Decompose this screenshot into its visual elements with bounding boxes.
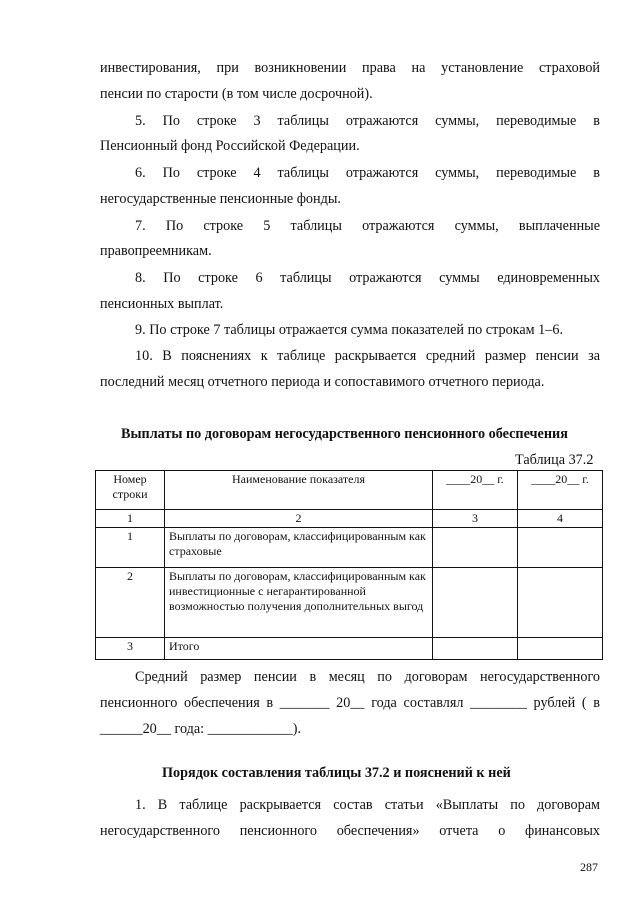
text-line: 6. По строке 4 таблицы отражаются суммы, переводимые в [135, 165, 600, 181]
text-line: негосударственные пенсионные фонды. [100, 191, 341, 207]
table-row [96, 638, 603, 660]
column-number: 4 [518, 510, 603, 528]
text-line: ______20__ года: ____________). [100, 721, 302, 737]
row-value [518, 568, 603, 638]
row-value [433, 528, 518, 568]
text-line: Средний размер пенсии в месяц по договорам негосударственного [135, 669, 600, 685]
text-line: 10. В пояснениях к таблице раскрывается средний размер пенсии за [135, 348, 600, 364]
text-line: пенсионного обеспечения в _______ 20__ года составлял ________ рублей ( в [100, 695, 600, 711]
table-row [96, 568, 603, 638]
subtitle: Порядок составления таблицы 37.2 и пояснений к ней [162, 765, 511, 781]
header-row-number: Номер строки [96, 471, 165, 510]
column-number: 3 [433, 510, 518, 528]
table-header-row [96, 471, 603, 510]
text-line: инвестирования, при возникновении права на установление страховой [100, 60, 600, 76]
table-caption: Таблица 37.2 [515, 452, 594, 468]
header-period-1: ____20__ г. [433, 471, 518, 510]
header-indicator-name: Наименование показателя [165, 471, 433, 510]
row-number: 1 [96, 528, 165, 568]
row-value [518, 528, 603, 568]
row-value [433, 638, 518, 660]
text-line: последний месяц отчетного периода и сопоставимого отчетного периода. [100, 374, 545, 390]
row-value [433, 568, 518, 638]
row-name: Итого [165, 638, 433, 660]
text-line: 5. По строке 3 таблицы отражаются суммы, переводимые в [135, 113, 600, 129]
row-name: Выплаты по договорам, классифицированным как инвестиционные с негарантированной возможностью получения дополнительных выгод [165, 568, 433, 638]
row-number: 3 [96, 638, 165, 660]
text-line: 1. В таблице раскрывается состав статьи «Выплаты по договорам [135, 797, 600, 813]
row-number: 2 [96, 568, 165, 638]
column-numbers-row [96, 510, 603, 528]
text-line: негосударственного пенсионного обеспечения» отчета о финансовых [100, 823, 600, 839]
text-line: пенсии по старости (в том числе досрочной). [100, 86, 373, 102]
text-line: Пенсионный фонд Российской Федерации. [100, 138, 360, 154]
payments-table [95, 470, 603, 660]
column-number: 1 [96, 510, 165, 528]
section-title: Выплаты по договорам негосударственного пенсионного обеспечения [121, 426, 568, 442]
text-line: пенсионных выплат. [100, 296, 224, 312]
text-line: правопреемникам. [100, 243, 212, 259]
row-name: Выплаты по договорам, классифицированным как страховые [165, 528, 433, 568]
row-value [518, 638, 603, 660]
text-line: 8. По строке 6 таблицы отражаются суммы единовременных [135, 270, 600, 286]
text-line: 7. По строке 5 таблицы отражаются суммы, выплаченные [135, 218, 600, 234]
page-number: 287 [580, 860, 598, 874]
text-line: 9. По строке 7 таблицы отражается сумма показателей по строкам 1–6. [135, 322, 563, 338]
column-number: 2 [165, 510, 433, 528]
table-row [96, 528, 603, 568]
header-period-2: ____20__ г. [518, 471, 603, 510]
